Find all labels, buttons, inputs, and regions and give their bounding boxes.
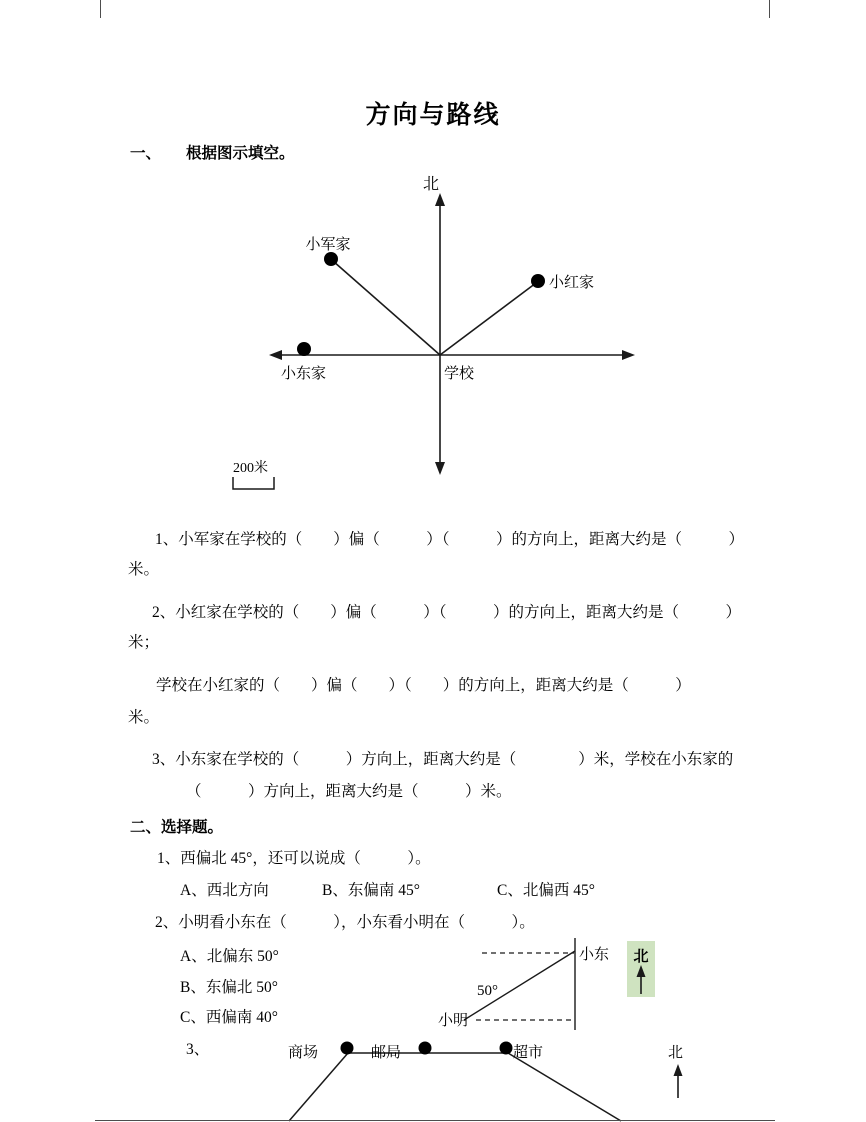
- label-school: 学校: [444, 366, 475, 382]
- section2-heading: 二、选择题。: [130, 819, 224, 836]
- page-title: 方向与路线: [365, 101, 501, 129]
- label-supermarket: 超市: [513, 1045, 544, 1061]
- dot-post-office: [419, 1042, 432, 1055]
- dot-xiaojun-home: [324, 252, 338, 266]
- s1-q2-line4: 米。: [128, 709, 160, 726]
- line-xiaohong-school: [440, 283, 536, 355]
- label-xiaojun-home: 小军家: [305, 237, 351, 253]
- dot-supermarket: [500, 1042, 513, 1055]
- dot-xiaohong-home: [531, 274, 545, 288]
- section1-heading: 根据图示填空。: [186, 145, 295, 162]
- label-xiaohong-home: 小红家: [549, 275, 595, 291]
- s2-q1: 1、西偏北 45°，还可以说成（ ）。: [157, 850, 431, 867]
- label-xiaoming: 小明: [438, 1013, 469, 1029]
- s2-q1-option-a: A、西北方向: [180, 882, 269, 899]
- s2-q1-option-b: B、东偏南 45°: [322, 882, 420, 899]
- dot-xiaodong-home: [297, 342, 311, 356]
- angle-diagram: [420, 930, 680, 1040]
- s1-q1-line1: 1、小军家在学校的（ ）偏（ ）（ ）的方向上，距离大约是（ ）: [155, 531, 745, 548]
- s1-q2-line1: 2、小红家在学校的（ ）偏（ ）（ ）的方向上，距离大约是（ ）: [152, 604, 742, 621]
- north-arrowhead-q3: [674, 1064, 683, 1076]
- road-left-diagonal: [289, 1053, 348, 1121]
- page-border-tick-left: [100, 0, 101, 18]
- direction-diagram: [150, 160, 670, 505]
- line-xiaojun-school: [333, 261, 440, 355]
- label-north-q3: 北: [668, 1045, 684, 1061]
- arrowhead-south: [435, 462, 445, 475]
- s1-q3-line1: 3、小东家在学校的（ ）方向上，距离大约是（ ）米，学校在小东家的: [152, 751, 734, 768]
- dot-mall: [341, 1042, 354, 1055]
- s2-q2: 2、小明看小东在（ ），小东看小明在（ ）。: [155, 914, 535, 931]
- section1-number: 一、: [130, 145, 162, 162]
- label-mall: 商场: [288, 1045, 319, 1061]
- scale-bar: [233, 477, 274, 489]
- s2-q3-number: 3、: [186, 1041, 210, 1058]
- arrowhead-east: [622, 350, 635, 360]
- s2-q2-option-b: B、东偏北 50°: [180, 979, 278, 996]
- page-border-tick-right: [769, 0, 770, 18]
- label-xiaodong-home: 小东家: [281, 366, 327, 382]
- label-post-office: 邮局: [371, 1045, 402, 1061]
- s1-q1-line2: 米。: [128, 561, 160, 578]
- label-scale: 200米: [233, 461, 268, 476]
- compass-north-label: 北: [633, 949, 649, 965]
- s1-q2-line2: 米；: [128, 634, 160, 651]
- s2-q1-option-c: C、北偏西 45°: [497, 882, 595, 899]
- s1-q3-line2: （ ）方向上，距离大约是（ ）米。: [186, 783, 512, 800]
- diagram-north-label: 北: [422, 176, 440, 193]
- label-angle-50: 50°: [477, 983, 498, 999]
- page-border-bottom: [95, 1120, 775, 1121]
- label-xiaodong: 小东: [579, 947, 610, 963]
- s2-q2-option-a: A、北偏东 50°: [180, 948, 279, 965]
- road-diagram: [280, 1035, 700, 1122]
- arrowhead-west: [269, 350, 282, 360]
- road-right-diagonal: [508, 1053, 621, 1121]
- s2-q2-option-c: C、西偏南 40°: [180, 1009, 278, 1026]
- s1-q2-line3: 学校在小红家的（ ）偏（ ）（ ）的方向上，距离大约是（ ）: [156, 677, 691, 694]
- arrowhead-north: [435, 193, 445, 206]
